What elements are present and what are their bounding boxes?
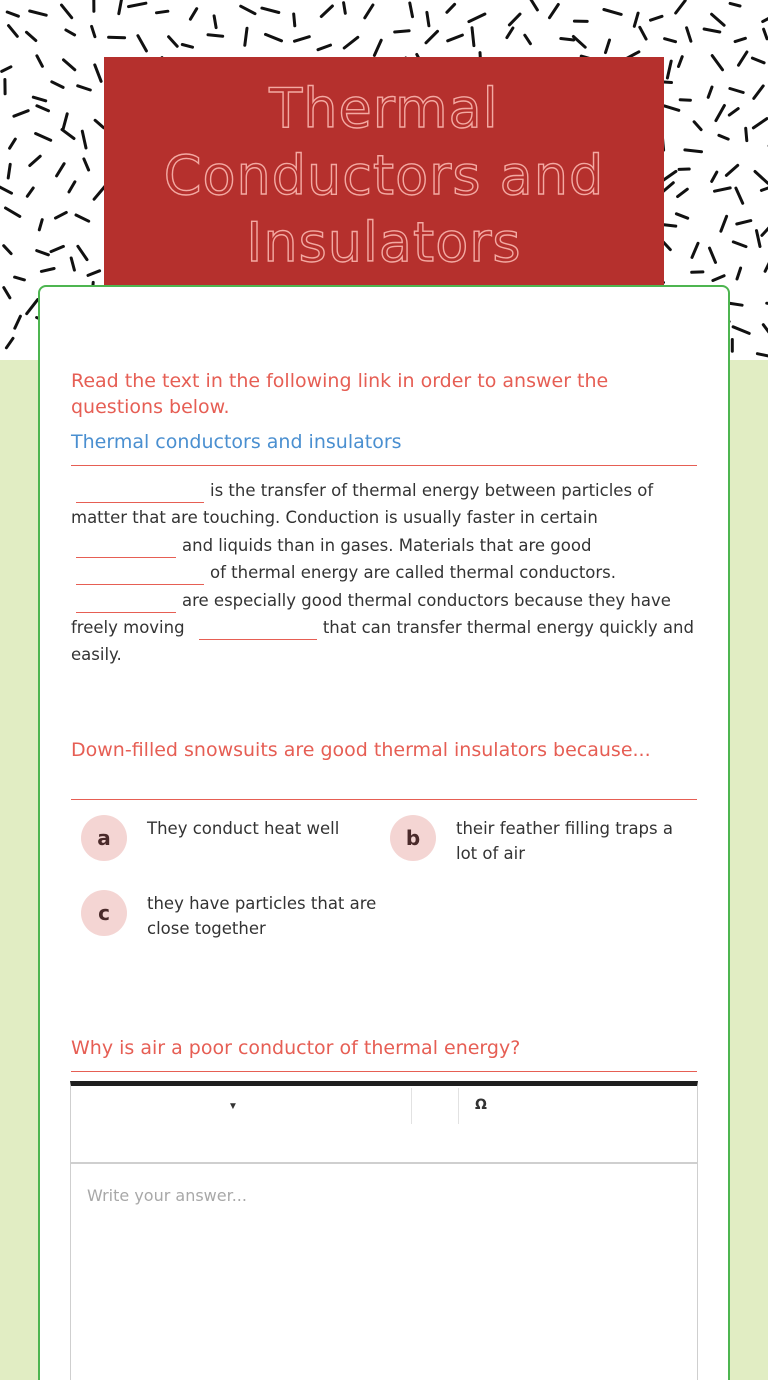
pattern-dash	[84, 159, 89, 170]
choice-letter-a: a	[81, 815, 127, 861]
pattern-dash	[550, 5, 559, 18]
pattern-dash	[37, 106, 49, 111]
page-title: Thermal Conductors and Insulators	[163, 76, 605, 274]
pattern-dash	[746, 128, 747, 140]
pattern-dash	[69, 182, 75, 192]
pattern-dash	[95, 65, 101, 81]
pattern-dash	[27, 188, 33, 196]
pattern-dash	[15, 277, 25, 280]
pattern-dash	[63, 114, 67, 130]
pattern-dash	[573, 37, 585, 48]
pattern-dash	[39, 220, 42, 230]
answer-input[interactable]	[71, 1166, 697, 1380]
pattern-dash	[245, 28, 247, 45]
pattern-dash	[721, 216, 727, 231]
pattern-dash	[78, 246, 87, 259]
pattern-dash	[266, 34, 282, 40]
pattern-dash	[761, 186, 768, 190]
pattern-dash	[634, 13, 638, 26]
section-divider	[71, 465, 697, 466]
pattern-dash	[57, 164, 65, 176]
paragraph-text-3: of thermal energy are called thermal conductors.	[210, 563, 617, 583]
pattern-dash	[726, 165, 737, 175]
pattern-dash	[138, 36, 147, 51]
blank-input-3[interactable]	[76, 561, 204, 585]
answer-editor	[70, 1081, 698, 1380]
pattern-dash	[2, 67, 11, 72]
pattern-dash	[716, 106, 725, 121]
pattern-dash	[704, 29, 720, 32]
pattern-dash	[27, 300, 38, 314]
pattern-dash	[169, 37, 178, 47]
pattern-dash	[719, 135, 728, 139]
caret-down-icon[interactable]: ▼	[228, 1101, 238, 1112]
pattern-dash	[757, 231, 761, 247]
fill-in-blanks-paragraph	[71, 477, 699, 669]
choice-b[interactable]	[390, 815, 690, 866]
pattern-dash	[762, 222, 768, 235]
pattern-dash	[71, 258, 74, 270]
pattern-dash	[685, 150, 702, 152]
pattern-dash	[606, 40, 610, 53]
pattern-dash	[62, 5, 72, 18]
pattern-dash	[92, 26, 95, 36]
choice-text-b: their feather filling traps a lot of air	[456, 819, 673, 863]
paragraph-text-5: that can transfer thermal energy quickly and easily.	[71, 618, 694, 665]
blank-input-1[interactable]	[76, 479, 204, 503]
pattern-dash	[713, 276, 724, 281]
question-3-divider	[71, 1071, 697, 1072]
pattern-dash	[729, 303, 743, 305]
pattern-dash	[712, 56, 722, 70]
paragraph-text-4: are especially good thermal conductors because they have freely moving	[71, 590, 671, 638]
pattern-dash	[525, 35, 531, 44]
pattern-dash	[665, 39, 676, 42]
pattern-dash	[321, 6, 332, 17]
pattern-dash	[119, 0, 122, 14]
pattern-dash	[30, 11, 47, 15]
pattern-dash	[715, 188, 731, 191]
pattern-dash	[66, 30, 75, 35]
pattern-dash	[52, 82, 63, 88]
pattern-dash	[737, 221, 751, 224]
pattern-dash	[680, 100, 690, 101]
pattern-dash	[410, 3, 413, 17]
pattern-dash	[640, 27, 646, 39]
pattern-dash	[667, 61, 671, 78]
pattern-dash	[6, 338, 13, 348]
title-banner	[104, 57, 664, 297]
pattern-dash	[507, 28, 513, 38]
pattern-dash	[64, 60, 75, 70]
pattern-dash	[214, 16, 216, 28]
blank-input-5[interactable]	[199, 616, 317, 640]
pattern-dash	[88, 271, 100, 276]
pattern-dash	[208, 35, 223, 36]
pattern-dash	[472, 28, 474, 46]
pattern-dash	[763, 325, 768, 335]
pattern-dash	[14, 111, 28, 117]
pattern-dash	[182, 45, 192, 48]
pattern-dash	[729, 109, 738, 116]
pattern-dash	[129, 3, 146, 6]
pattern-dash	[344, 37, 358, 48]
pattern-dash	[448, 35, 463, 41]
toolbar-divider	[458, 1088, 459, 1124]
pattern-dash	[664, 106, 678, 110]
pattern-dash	[30, 156, 40, 165]
pattern-dash	[678, 189, 688, 196]
pattern-dash	[676, 1, 686, 13]
pattern-dash	[754, 86, 763, 99]
pattern-dash	[531, 0, 538, 10]
pattern-dash	[733, 242, 746, 247]
blank-input-4[interactable]	[76, 589, 176, 613]
pattern-dash	[262, 8, 279, 12]
pattern-dash	[56, 212, 67, 218]
choice-text-c: they have particles that are close together	[147, 894, 377, 938]
pattern-dash	[694, 122, 701, 130]
pattern-dash	[76, 215, 89, 221]
pattern-dash	[755, 172, 768, 184]
pattern-dash	[295, 37, 310, 42]
pattern-dash	[6, 208, 20, 216]
paragraph-text-2: and liquids than in gases. Materials that are good	[182, 535, 592, 555]
pattern-dash	[318, 45, 331, 50]
choice-letter-b: b	[390, 815, 436, 861]
pattern-dash	[752, 58, 764, 63]
choice-c[interactable]	[81, 890, 381, 941]
pattern-dash	[27, 32, 36, 40]
reading-link[interactable]: Thermal conductors and insulators	[71, 431, 402, 453]
pattern-dash	[676, 214, 687, 218]
pattern-dash	[733, 327, 749, 334]
pattern-dash	[95, 120, 104, 128]
pattern-dash	[37, 251, 49, 255]
pattern-dash	[78, 86, 91, 90]
pattern-dash	[365, 5, 373, 18]
pattern-dash	[4, 288, 10, 298]
pattern-dash	[712, 172, 717, 181]
question-2-divider	[71, 799, 697, 800]
pattern-dash	[7, 12, 18, 16]
pattern-dash	[604, 10, 621, 15]
pattern-dash	[687, 28, 691, 41]
omega-icon[interactable]: Ω	[475, 1097, 487, 1113]
pattern-dash	[33, 97, 45, 101]
pattern-dash	[395, 31, 409, 32]
pattern-dash	[710, 248, 716, 262]
pattern-dash	[663, 242, 670, 250]
pattern-dash	[8, 164, 10, 178]
pattern-dash	[241, 6, 255, 14]
choice-letter-c: c	[81, 890, 127, 936]
pattern-dash	[294, 14, 295, 26]
pattern-dash	[41, 269, 54, 272]
pattern-dash	[9, 26, 18, 37]
pattern-dash	[374, 40, 381, 55]
question-2-prompt: Down-filled snowsuits are good thermal insulators because...	[71, 739, 651, 761]
pattern-dash	[651, 16, 663, 20]
choice-text-a: They conduct heat well	[147, 819, 340, 838]
pattern-dash	[36, 134, 51, 141]
pattern-dash	[757, 354, 768, 356]
pattern-dash	[763, 16, 768, 21]
pattern-dash	[753, 119, 767, 128]
instructions-text: Read the text in the following link in order to answer the questions below.	[71, 370, 609, 418]
editor-toolbar	[71, 1086, 697, 1164]
paragraph-text-1: is the transfer of thermal energy between particles of matter that are touching. Conduction is usually faster in certain	[71, 481, 654, 528]
pattern-dash	[692, 243, 698, 257]
pattern-dash	[679, 57, 683, 67]
pattern-dash	[427, 12, 429, 25]
pattern-dash	[0, 187, 12, 194]
pattern-dash	[509, 14, 520, 25]
pattern-dash	[82, 131, 86, 148]
pattern-dash	[15, 316, 21, 328]
pattern-dash	[4, 246, 11, 254]
pattern-dash	[735, 38, 745, 41]
pattern-dash	[62, 130, 74, 139]
toolbar-divider	[411, 1088, 412, 1124]
pattern-dash	[730, 89, 743, 93]
pattern-dash	[737, 268, 741, 279]
pattern-dash	[708, 87, 712, 97]
pattern-dash	[190, 9, 196, 20]
pattern-dash	[51, 246, 63, 251]
pattern-dash	[730, 3, 740, 6]
pattern-dash	[736, 188, 743, 203]
blank-input-2[interactable]	[76, 534, 176, 558]
pattern-dash	[561, 39, 574, 41]
question-3-prompt: Why is air a poor conductor of thermal energy?	[71, 1037, 521, 1059]
choice-a[interactable]	[81, 815, 371, 861]
pattern-dash	[426, 31, 438, 43]
pattern-dash	[447, 4, 455, 12]
pattern-dash	[712, 14, 725, 25]
pattern-dash	[37, 56, 43, 67]
pattern-dash	[10, 139, 16, 148]
pattern-dash	[663, 171, 676, 180]
pattern-dash	[157, 11, 168, 13]
pattern-dash	[344, 3, 346, 14]
pattern-dash	[739, 52, 747, 65]
pattern-dash	[764, 29, 767, 39]
pattern-dash	[469, 14, 485, 22]
